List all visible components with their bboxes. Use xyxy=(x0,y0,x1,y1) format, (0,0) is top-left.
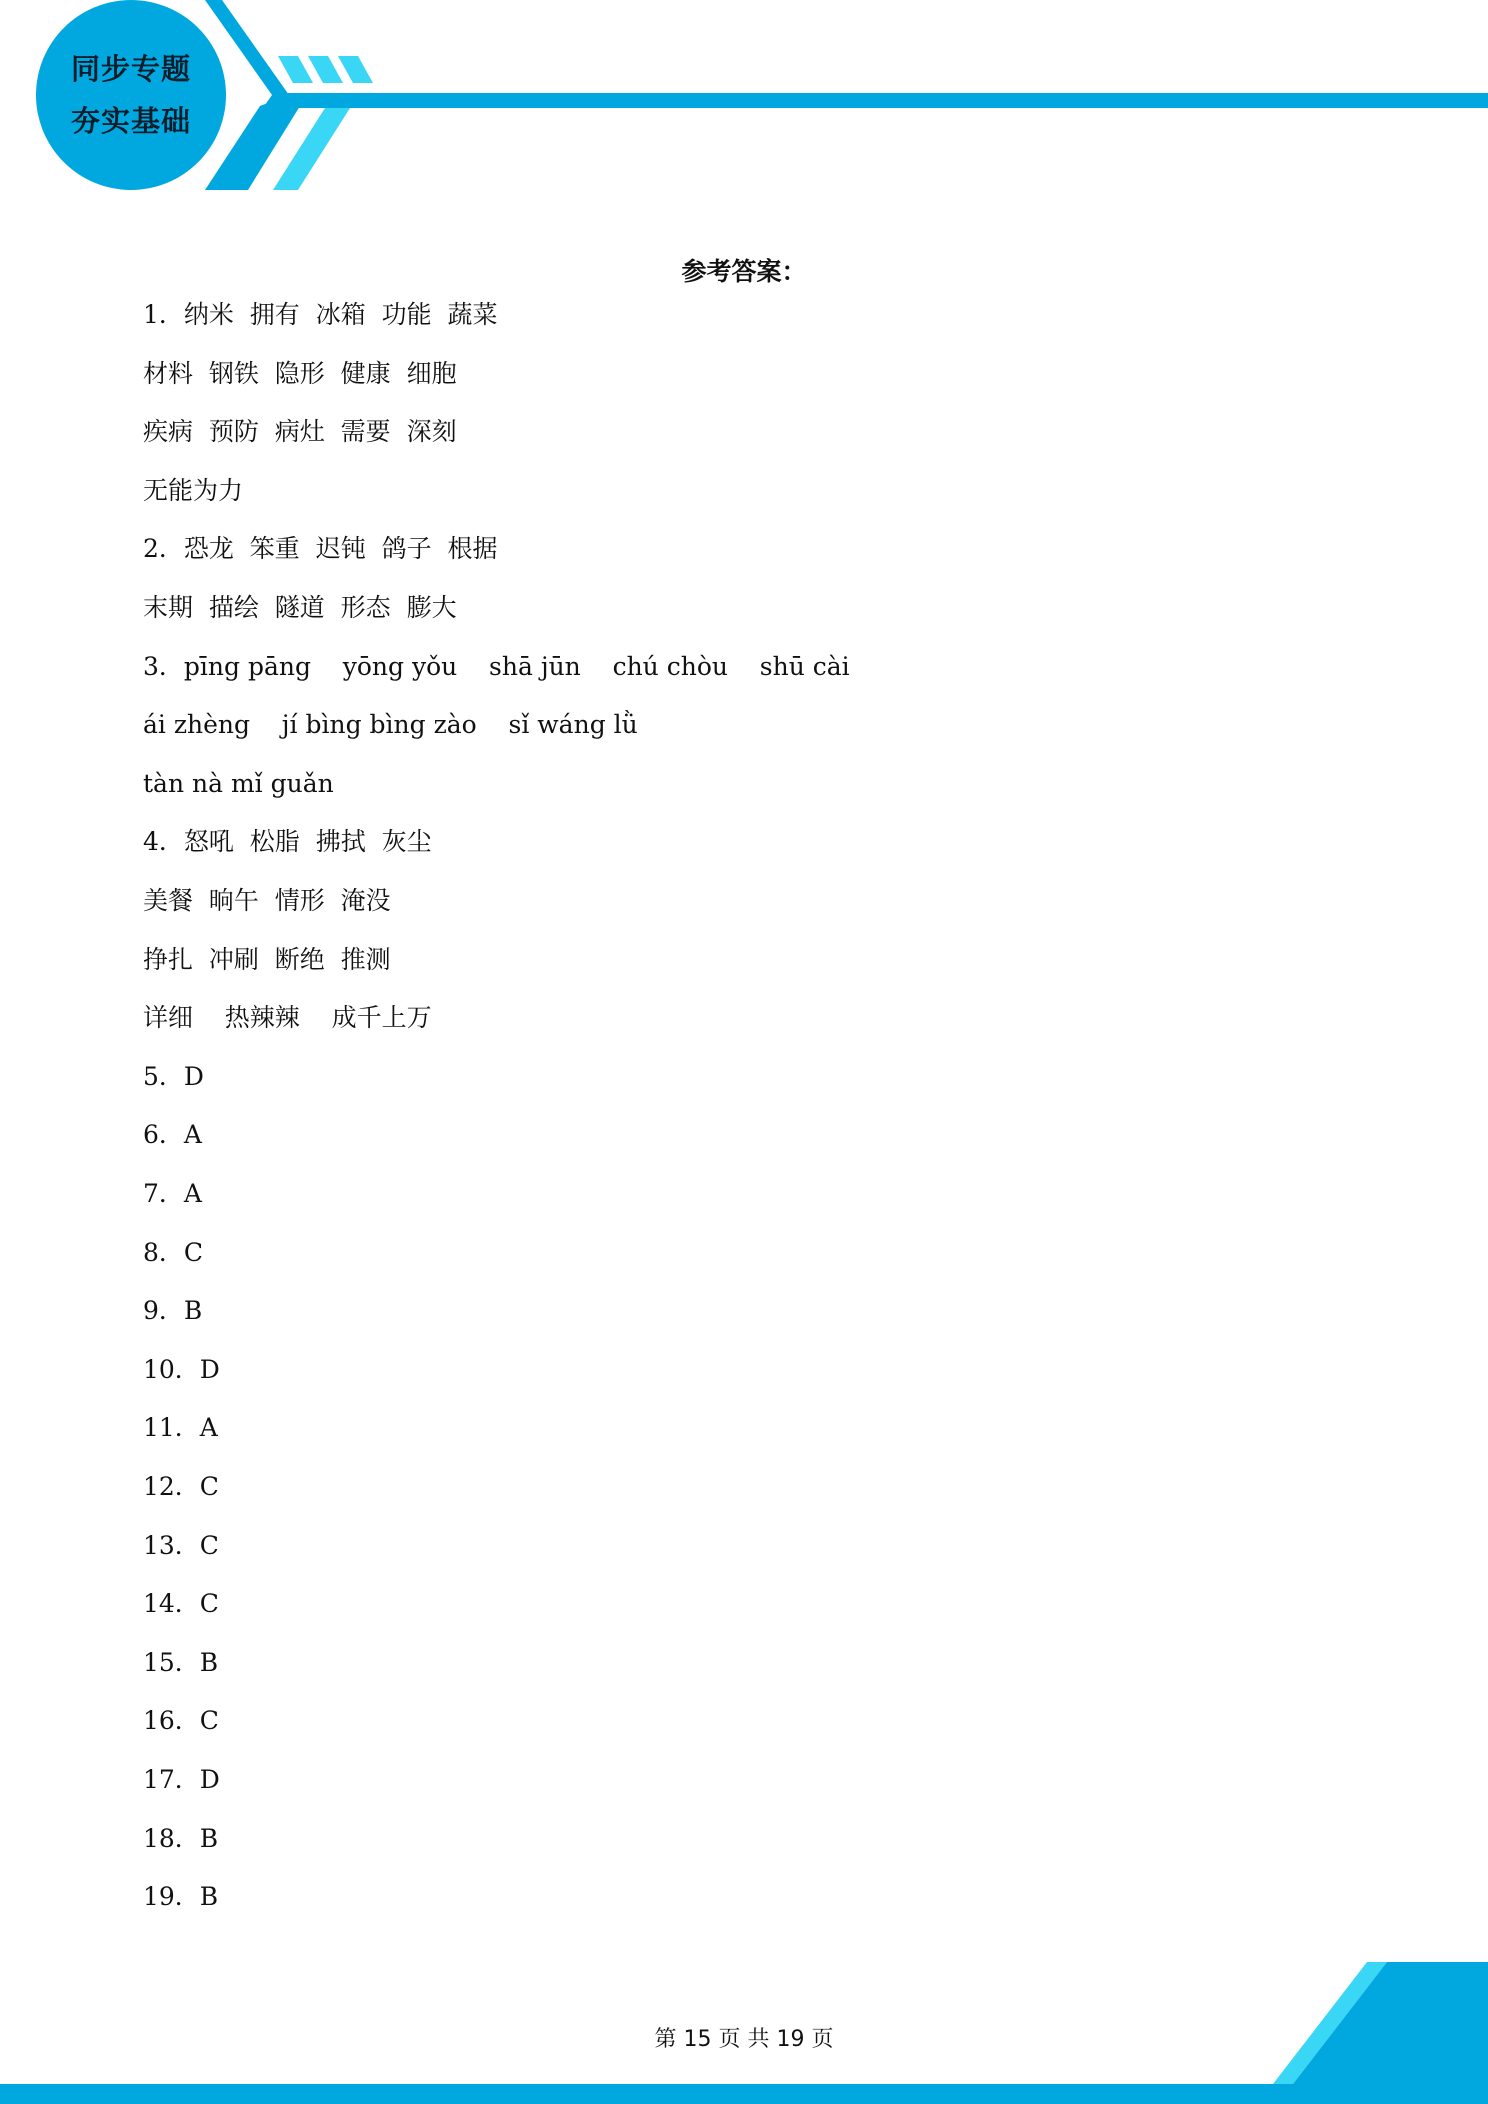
answer-line: 10．D xyxy=(143,1354,220,1384)
page-title: 参考答案： xyxy=(681,257,807,286)
answer-line: 5．D xyxy=(143,1061,204,1091)
answer-line: 详细 热辣辣 成千上万 xyxy=(143,1003,432,1033)
answer-line: 末期 描绘 隧道 形态 膨大 xyxy=(143,593,457,622)
answer-line: 挣扎 冲刷 断绝 推测 xyxy=(143,944,391,974)
answer-line: 11．A xyxy=(143,1413,218,1443)
footer-bar xyxy=(0,2084,1488,2104)
answer-line: 6．A xyxy=(143,1120,202,1150)
answer-line: 3．pīng pāng yōng yǒu shā jūn chú chòu shū cài xyxy=(143,651,850,681)
header-badge-line1: 同步专题 xyxy=(70,52,191,86)
answer-line: 9．B xyxy=(143,1296,203,1326)
answer-line: 17．D xyxy=(143,1765,220,1794)
answer-line: 7．A xyxy=(143,1179,202,1208)
answer-line: 8．C xyxy=(143,1237,204,1267)
answer-line: 疾病 预防 病灶 需要 深刻 xyxy=(143,417,457,447)
answer-line: ái zhèng jí bìng bìng zào sǐ wáng lǜ xyxy=(143,710,638,740)
page-number: 第 15 页 共 19 页 xyxy=(654,2027,834,2052)
answer-line: 14．C xyxy=(143,1589,219,1619)
answer-line: tàn nà mǐ guǎn xyxy=(143,768,334,798)
answer-line: 12．C xyxy=(143,1472,219,1501)
answer-line: 1．纳米 拥有 冰箱 功能 蔬菜 xyxy=(143,300,498,329)
answer-line: 无能为力 xyxy=(143,475,244,505)
answer-line: 材料 钢铁 隐形 健康 细胞 xyxy=(143,358,457,388)
header-badge-line2: 夯实基础 xyxy=(70,104,191,138)
answer-line: 15．B xyxy=(143,1647,219,1677)
answer-line: 19．B xyxy=(143,1882,219,1912)
answer-line: 18．B xyxy=(143,1823,219,1853)
answer-line: 13．C xyxy=(143,1530,219,1560)
answer-line: 4．怒吼 松脂 拂拭 灰尘 xyxy=(143,827,432,857)
answer-line: 2．恐龙 笨重 迟钝 鸽子 根据 xyxy=(143,534,498,564)
answer-line: 美餐 晌午 情形 淹没 xyxy=(143,886,391,915)
answer-line: 16．C xyxy=(143,1706,219,1736)
